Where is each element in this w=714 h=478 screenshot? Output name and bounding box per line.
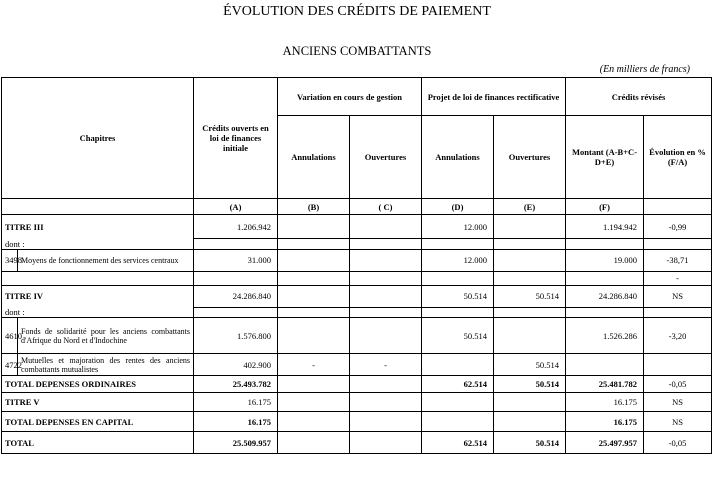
cell-a: 1.206.942 <box>194 215 278 239</box>
row-label: TOTAL <box>2 432 194 454</box>
cell-d: 50.514 <box>422 285 494 307</box>
col-e-label: (E) <box>494 199 566 215</box>
row-code: 3498 <box>2 249 18 271</box>
cell-g: - <box>644 271 712 285</box>
header-montant: Montant (A-B+C-D+E) <box>566 116 644 199</box>
cell-g: -0,99 <box>644 215 712 239</box>
col-f-label: (F) <box>566 199 644 215</box>
col-g-empty <box>644 199 712 215</box>
header-projet: Projet de loi de finances rectificative <box>422 78 566 116</box>
page-title: ÉVOLUTION DES CRÉDITS DE PAIEMENT <box>223 4 491 19</box>
row-label: TITRE III <box>2 215 194 239</box>
cell-a: 31.000 <box>194 249 278 271</box>
row-code: 4722 <box>2 354 18 376</box>
cell-a: 24.286.840 <box>194 285 278 307</box>
cell-f: 16.175 <box>566 393 644 412</box>
table-row <box>2 412 712 432</box>
cell-g: NS <box>644 393 712 412</box>
cell-e: 50.514 <box>494 432 566 454</box>
table-row <box>2 215 712 239</box>
table-row <box>2 376 712 393</box>
cell-g: -3,20 <box>644 318 712 354</box>
cell-e: 50.514 <box>494 376 566 393</box>
table-row <box>2 393 712 412</box>
cell-b: - <box>278 354 350 376</box>
header-evolution: Évolution en % (F/A) <box>644 116 712 199</box>
cell-f: 16.175 <box>566 412 644 432</box>
cell-c: - <box>350 354 422 376</box>
table-row <box>2 354 712 376</box>
page-subtitle: ANCIENS COMBATTANTS <box>282 44 432 58</box>
dont-label: dont : <box>2 307 194 318</box>
header-variation: Variation en cours de gestion <box>278 78 422 116</box>
cell-b <box>278 215 350 239</box>
cell-g: -0,05 <box>644 376 712 393</box>
table-row <box>2 285 712 307</box>
cell-e: 50.514 <box>494 354 566 376</box>
col-c-label: ( C) <box>350 199 422 215</box>
row-code: 4610 <box>2 318 18 354</box>
row-label: TOTAL DEPENSES EN CAPITAL <box>2 412 194 432</box>
header-annulations-2: Annulations <box>422 116 494 199</box>
cell-g: NS <box>644 285 712 307</box>
cell-d: 62.514 <box>422 432 494 454</box>
cell-f: 25.497.957 <box>566 432 644 454</box>
cell-f: 1.194.942 <box>566 215 644 239</box>
credits-table <box>1 77 712 454</box>
table-row <box>2 249 712 271</box>
row-label: TITRE V <box>2 393 194 412</box>
dont-label: dont : <box>2 239 194 250</box>
cell-f: 24.286.840 <box>566 285 644 307</box>
cell-a: 25.509.957 <box>194 432 278 454</box>
cell-g: -38,71 <box>644 249 712 271</box>
cell-c <box>350 215 422 239</box>
cell-a: 402.900 <box>194 354 278 376</box>
table-row <box>2 432 712 454</box>
col-d-label: (D) <box>422 199 494 215</box>
header-ouvertures-2: Ouvertures <box>494 116 566 199</box>
cell-d: 50.514 <box>422 318 494 354</box>
cell-f: 25.481.782 <box>566 376 644 393</box>
cell-g: NS <box>644 412 712 432</box>
cell-e <box>494 215 566 239</box>
row-label: TITRE IV <box>2 285 194 307</box>
cell-g: -0,05 <box>644 432 712 454</box>
cell-f: 19.000 <box>566 249 644 271</box>
cell-a: 16.175 <box>194 393 278 412</box>
col-a-label: (A) <box>194 199 278 215</box>
cell-d: 12.000 <box>422 249 494 271</box>
row-label: TOTAL DEPENSES ORDINAIRES <box>2 376 194 393</box>
header-credits-ouverts: Crédits ouverts en loi de finances initiale <box>194 78 278 199</box>
cell-e: 50.514 <box>494 285 566 307</box>
cell-a: 16.175 <box>194 412 278 432</box>
header-revises: Crédits révisés <box>566 78 712 116</box>
row-label: Moyens de fonctionnement des services centraux <box>18 249 194 271</box>
cell-d: 62.514 <box>422 376 494 393</box>
table-row <box>2 318 712 354</box>
row-label: Mutuelles et majoration des rentes des anciens combattants mutualistes <box>18 354 194 376</box>
header-empty <box>2 199 194 215</box>
cell-a: 25.493.782 <box>194 376 278 393</box>
table-row <box>2 271 712 285</box>
col-b-label: (B) <box>278 199 350 215</box>
header-annulations-1: Annulations <box>278 116 350 199</box>
table-row <box>2 239 712 250</box>
cell-f: 1.526.286 <box>566 318 644 354</box>
header-chapitres: Chapitres <box>2 78 194 199</box>
unit-note: (En milliers de francs) <box>599 64 690 75</box>
cell-a: 1.576.800 <box>194 318 278 354</box>
table-row <box>2 307 712 318</box>
row-label: Fonds de solidarité pour les anciens combattants d'Afrique du Nord et d'Indochine <box>18 318 194 354</box>
header-ouvertures-1: Ouvertures <box>350 116 422 199</box>
cell-d: 12.000 <box>422 215 494 239</box>
